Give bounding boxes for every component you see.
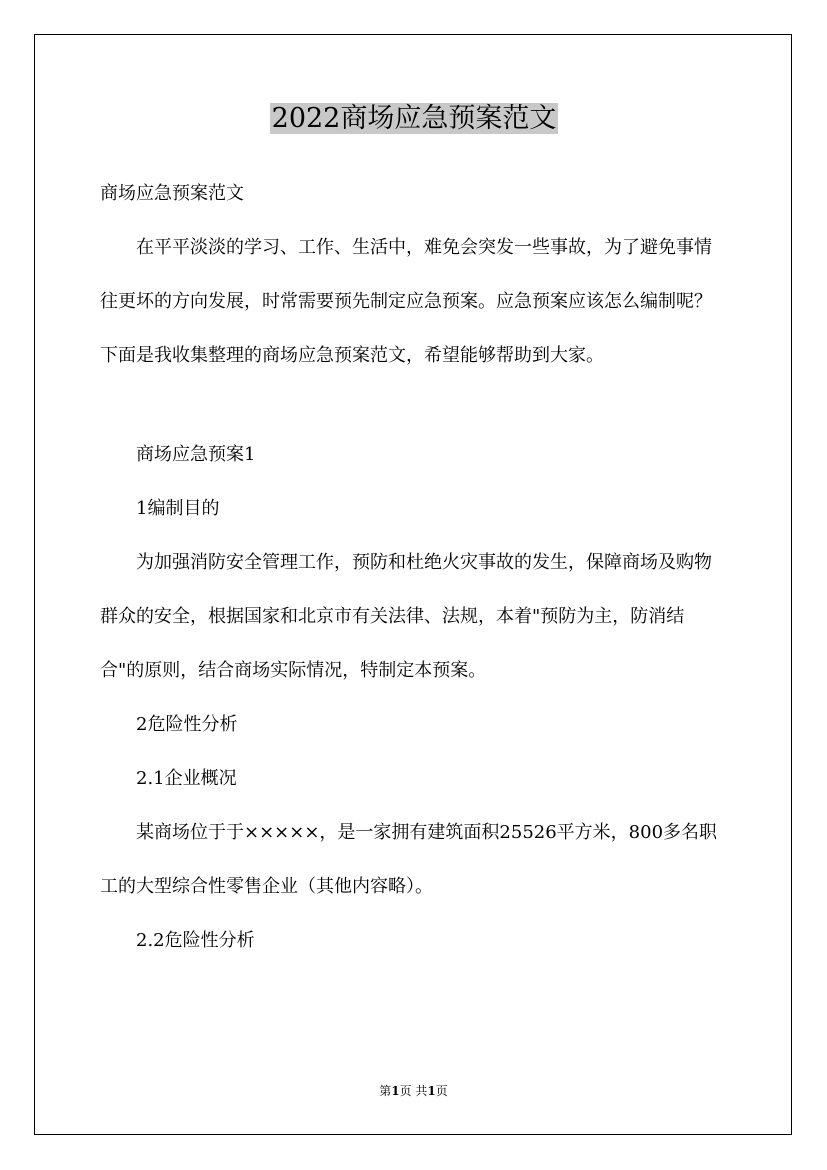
intro-paragraph: 在平平淡淡的学习、工作、生活中，难免会突发一些事故，为了避免事情往更坏的方向发展，时常需要预先制定应急预案。应急预案应该怎么编制呢？下面是我收集整理的商场应急预案范文，希望能够帮助到大家。 <box>100 237 712 366</box>
subtitle: 商场应急预案范文 <box>100 183 244 204</box>
body-paragraph: 某商场位于于×××××，是一家拥有建筑面积25526平方米，800多名职工的大型综合性零售企业（其他内容略）。 <box>100 822 718 897</box>
page-footer: 第1页 共1页 <box>379 1084 448 1098</box>
subsection-heading: 2危险性分析 <box>136 714 238 735</box>
subsection-heading: 2.1企业概况 <box>136 768 237 789</box>
body-paragraph: 为加强消防安全管理工作，预防和杜绝火灾事故的发生，保障商场及购物群众的安全，根据国家和北京市有关法律、法规，本着"预防为主，防消结合"的原则，结合商场实际情况，特制定本预案。 <box>100 552 712 681</box>
section-heading: 商场应急预案1 <box>136 444 256 465</box>
page-number: 1 <box>391 1084 400 1098</box>
page-total: 1 <box>427 1084 436 1098</box>
subsection-heading: 2.2危险性分析 <box>136 930 255 951</box>
document-title: 2022商场应急预案范文 <box>271 103 557 134</box>
document-body <box>100 96 728 968</box>
blank-line <box>100 383 728 428</box>
subsection-heading: 1编制目的 <box>136 498 220 519</box>
